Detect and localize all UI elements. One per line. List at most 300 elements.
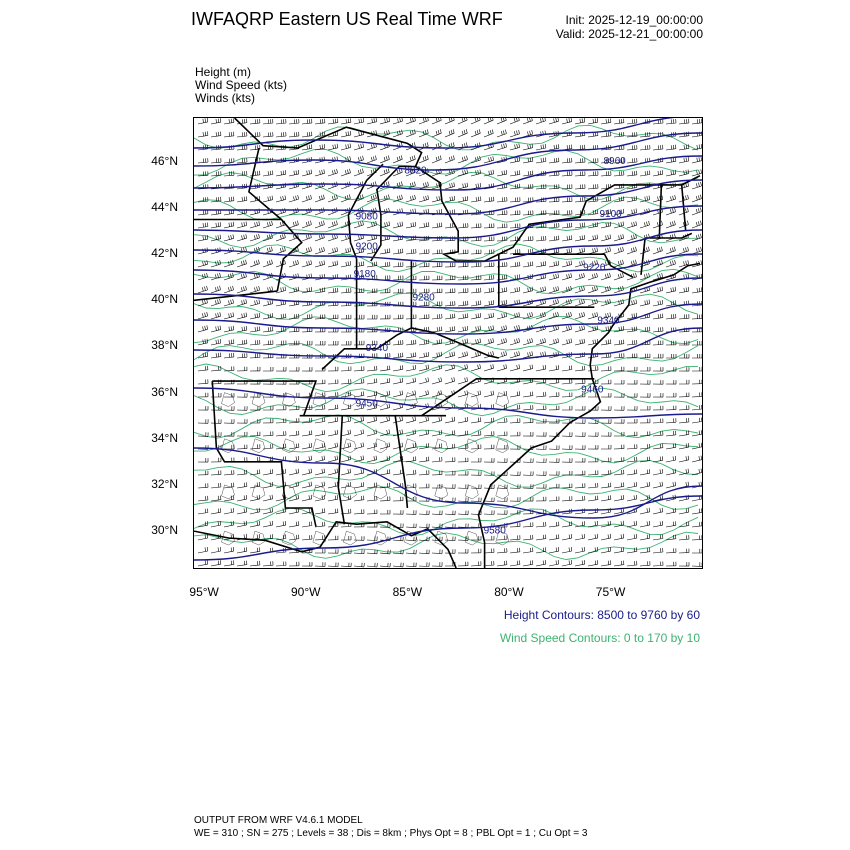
wind-barb (666, 482, 676, 488)
wind-barb (367, 536, 377, 540)
wind-barb (367, 262, 377, 267)
wind-barb (224, 353, 234, 358)
wind-barb (328, 367, 338, 371)
wind-barb (497, 497, 507, 501)
wind-barb (224, 406, 234, 410)
wind-barb (380, 195, 389, 202)
wind-barb (237, 260, 247, 267)
wind-barb (549, 406, 559, 410)
wind-barb (536, 286, 546, 293)
wind-barb (393, 276, 403, 281)
variable-height-label: Height (m) (195, 65, 252, 79)
wind-barb (458, 142, 467, 150)
wind-barb (237, 445, 247, 449)
wind-barb (497, 197, 507, 202)
wind-barb (679, 405, 689, 410)
wind-barb (588, 560, 598, 566)
wind-barb (679, 170, 689, 176)
wind-barb (484, 313, 494, 319)
wind-barb (393, 130, 403, 137)
wind-barb (250, 171, 260, 176)
wind-barb (380, 469, 390, 475)
wind-barb (445, 377, 455, 384)
wind-barb (510, 548, 520, 553)
wind-barb (458, 301, 468, 306)
wind-barb (237, 393, 247, 397)
wind-barb (302, 132, 312, 137)
wind-barb (198, 366, 208, 371)
wind-barb (237, 367, 247, 371)
wind-barb (406, 390, 416, 397)
wind-barb (276, 195, 286, 202)
wind-barb (666, 562, 676, 566)
wind-barb (263, 340, 273, 345)
wind-barb (276, 521, 286, 527)
wind-barb (562, 197, 572, 202)
wind-barb (432, 417, 442, 423)
wind-barb (211, 419, 221, 423)
wind-barb (523, 184, 533, 189)
wind-barb (263, 221, 273, 228)
wind-barb (510, 351, 520, 358)
wind-barb (263, 196, 273, 202)
wind-barb (276, 562, 286, 567)
wind-barb (640, 145, 650, 150)
wind-barb (315, 549, 325, 553)
wind-barb (627, 340, 637, 345)
wind-barb (588, 118, 598, 124)
wind-barb (419, 484, 429, 488)
wind-barb (523, 419, 533, 423)
wind-barb (406, 563, 416, 567)
wind-barb (432, 377, 442, 384)
valid-time: Valid: 2025-12-21_00:00:00 (555, 27, 703, 41)
wind-barb (354, 496, 364, 501)
wind-barb (614, 457, 624, 462)
wind-barb (692, 549, 702, 553)
wind-barb (471, 561, 481, 566)
wind-barb (224, 339, 234, 345)
wind-barb (484, 458, 494, 462)
wind-barb (458, 549, 468, 553)
wind-barb (640, 367, 650, 371)
wind-barb (484, 431, 494, 436)
wind-barb (367, 443, 377, 450)
wind-barb (523, 171, 533, 176)
wind-barb (211, 483, 221, 488)
wind-barb (445, 457, 455, 462)
wind-barb (393, 353, 403, 358)
county-line (435, 439, 448, 453)
wind-barb (302, 274, 312, 280)
wind-barb (588, 235, 598, 241)
wind-barb (601, 118, 611, 124)
wind-barb (523, 392, 533, 397)
wind-barb (562, 379, 572, 384)
wind-barb (601, 234, 611, 241)
wind-barb (679, 535, 689, 540)
wind-barb (627, 470, 637, 476)
wind-barb (627, 495, 637, 501)
wind-barb (419, 417, 429, 424)
lon-tick-label: 90°W (291, 585, 321, 599)
border-line (212, 381, 316, 526)
wind-barb (562, 496, 572, 501)
wind-barb (263, 260, 273, 267)
wind-barb (445, 182, 455, 189)
wind-barb (653, 419, 663, 424)
wind-barb (224, 197, 234, 202)
wind-barb (406, 470, 416, 475)
wind-barb (302, 469, 312, 475)
wind-barb (575, 547, 585, 553)
wind-barb (328, 549, 338, 553)
wind-barb (510, 418, 520, 423)
wind-barb (471, 498, 481, 502)
wind-barb (250, 354, 260, 359)
wind-barb (432, 549, 442, 553)
wind-barb (549, 338, 559, 345)
wind-barb (562, 171, 572, 176)
height-contour-label: 8960 (603, 156, 626, 168)
wind-barb (315, 208, 324, 215)
wind-barb (640, 561, 650, 566)
wind-barb (510, 445, 520, 449)
wind-barb (458, 562, 468, 566)
wind-barb (510, 484, 520, 488)
wind-barb (692, 535, 702, 540)
wind-barb (367, 156, 376, 163)
wind-barb (250, 119, 260, 124)
wind-barb (692, 482, 702, 488)
wind-barb (328, 482, 338, 488)
wind-barb (471, 471, 481, 475)
wind-barb (562, 299, 572, 306)
wind-barb (588, 508, 598, 514)
wind-barb (536, 522, 546, 527)
wind-barb (302, 367, 312, 371)
wind-barb (575, 184, 585, 189)
wind-barb (549, 223, 559, 228)
wind-barb (302, 314, 312, 319)
wind-barb (510, 262, 520, 267)
wind-barb (237, 313, 247, 319)
wind-barb (692, 443, 702, 449)
wind-barb (458, 471, 468, 475)
wind-barb (328, 417, 338, 423)
wind-barb (380, 315, 390, 319)
wind-barb (458, 223, 468, 228)
wind-barb (198, 223, 208, 229)
wind-barb (276, 367, 286, 371)
height-contour-legend: Height Contours: 8500 to 9760 by 60 (503, 608, 700, 622)
wind-barb (341, 169, 351, 176)
wind-barb (562, 339, 572, 346)
county-line (374, 439, 387, 453)
wind-barb (549, 458, 559, 462)
wind-barb (432, 511, 442, 515)
wind-barb (367, 315, 377, 319)
wind-barb (640, 221, 650, 228)
wind-barb (562, 145, 572, 150)
wind-barb (627, 145, 637, 150)
wind-barb (484, 364, 494, 371)
wind-barb (640, 469, 650, 475)
wind-barb (237, 299, 247, 306)
wind-barb (640, 393, 650, 397)
height-contour (194, 133, 702, 170)
wind-barb (653, 456, 663, 462)
wind-barb (458, 524, 468, 528)
wind-barb (328, 563, 338, 567)
wind-barb (601, 495, 611, 501)
wind-barb (627, 534, 637, 540)
wind-barb (458, 404, 468, 410)
wind-barb (471, 364, 481, 371)
wind-barb (328, 144, 338, 150)
wind-barb (588, 470, 598, 475)
wind-barb (497, 561, 507, 566)
wind-barb (302, 456, 312, 462)
wind-barb (211, 118, 221, 124)
wind-barb (679, 314, 689, 319)
wind-barb (666, 456, 676, 462)
wind-barb (406, 484, 416, 489)
wind-barb (536, 471, 546, 475)
wind-barb (653, 287, 663, 294)
wind-barb (562, 547, 572, 553)
wind-barb (250, 444, 260, 449)
county-line (252, 393, 265, 407)
wind-barb (302, 287, 312, 293)
wind-barb (406, 155, 415, 163)
wind-barb (627, 367, 637, 371)
wind-barb (471, 118, 480, 124)
wind-barb (666, 431, 676, 436)
wind-barb (601, 419, 611, 423)
wind-barb (445, 498, 455, 502)
wind-barb (250, 432, 260, 436)
wind-barb (510, 472, 520, 476)
wind-barb (679, 380, 689, 384)
wind-barb (614, 171, 624, 176)
wind-barb (224, 132, 234, 137)
wind-barb (315, 443, 325, 449)
wind-barb (224, 234, 234, 241)
wind-barb (328, 392, 338, 397)
wind-barb (627, 221, 637, 228)
wind-barb (354, 118, 364, 124)
wind-barb (562, 445, 572, 449)
wind-barb (614, 445, 624, 449)
wind-barb (588, 286, 598, 293)
wind-barb (224, 560, 234, 566)
wind-barb (458, 417, 468, 423)
wind-barb (224, 445, 234, 449)
wind-barb (510, 561, 520, 567)
wind-barb (198, 118, 208, 124)
wind-barb (536, 158, 546, 164)
variable-wind-speed-label: Wind Speed (kts) (195, 78, 288, 92)
wind-barb (380, 156, 389, 164)
wind-barb (302, 234, 311, 241)
wind-barb (432, 129, 441, 137)
wind-barb (458, 250, 468, 254)
wind-barb (198, 158, 208, 163)
wind-barb (601, 521, 611, 527)
wind-barb (575, 223, 585, 229)
wind-barb (445, 196, 455, 202)
wind-barb (250, 313, 260, 319)
wind-barb (523, 365, 533, 371)
wind-barb (575, 560, 585, 566)
wind-barb (523, 351, 533, 358)
wind-barb (562, 366, 572, 372)
wind-barb (692, 392, 702, 397)
wind-barb (224, 508, 234, 514)
wind-barb (315, 495, 325, 501)
wind-barb (510, 535, 520, 540)
wind-barb (237, 326, 247, 332)
wind-barb (367, 563, 377, 567)
wind-barb (289, 132, 299, 137)
wind-barb (341, 182, 350, 189)
wind-barb (211, 260, 221, 267)
wind-barb (276, 208, 286, 215)
wind-barb (627, 234, 637, 241)
wind-speed-contour (194, 532, 698, 559)
wind-barb (562, 118, 572, 124)
wind-barb (549, 261, 559, 267)
wind-barb (666, 354, 676, 358)
wind-barb (237, 286, 247, 293)
wind-barb (575, 312, 585, 319)
wind-barb (458, 313, 468, 319)
wind-barb (549, 274, 559, 281)
wind-barb (458, 288, 468, 293)
wind-barb (536, 458, 546, 462)
height-contour-label: 9450 (355, 398, 378, 410)
wind-barb (328, 443, 338, 449)
wind-barb (679, 354, 689, 358)
wind-barb (692, 354, 702, 358)
wind-barb (328, 341, 338, 345)
wind-barb (692, 247, 702, 254)
wind-barb (276, 406, 286, 410)
wind-barb (549, 365, 559, 371)
wind-barb (341, 536, 351, 540)
wind-barb (354, 341, 364, 345)
wind-barb (211, 353, 221, 358)
wind-barb (302, 260, 312, 267)
wind-barb (601, 534, 611, 540)
wind-barb (211, 339, 221, 345)
wind-barb (289, 469, 299, 475)
wind-barb (523, 338, 533, 345)
wind-barb (406, 118, 416, 124)
border-line (338, 416, 344, 525)
wind-barb (250, 327, 260, 333)
wind-barb (328, 221, 337, 228)
wind-barb (471, 223, 481, 228)
wind-barb (406, 222, 416, 228)
wind-barb (341, 469, 351, 475)
wind-barb (614, 273, 624, 280)
wind-barb (471, 263, 481, 268)
wind-barb (380, 168, 389, 176)
wind-barb (276, 469, 286, 475)
wind-barb (692, 456, 702, 462)
wind-barb (354, 469, 364, 475)
wind-barb (575, 366, 585, 371)
wind-barb (393, 510, 403, 514)
wind-barb (289, 195, 299, 202)
wind-barb (640, 444, 650, 449)
footer-config-info: WE = 310 ; SN = 275 ; Levels = 38 ; Dis = 8km ; Phys Opt = 8 ; PBL Opt = 1 ; Cu Opt = 3 (194, 828, 588, 839)
wind-barb (419, 263, 429, 267)
wind-barb (315, 469, 325, 475)
wind-barb (328, 195, 337, 202)
wind-barb (224, 286, 234, 293)
wind-barb (224, 260, 234, 267)
wind-barb (536, 365, 546, 371)
wind-barb (588, 432, 598, 436)
wind-barb (211, 547, 221, 553)
wind-barb (224, 419, 234, 423)
wind-barb (640, 196, 650, 202)
wind-barb (419, 142, 428, 150)
wind-barb (575, 248, 585, 254)
wind-barb (471, 549, 481, 553)
wind-barb (328, 274, 338, 280)
wind-barb (263, 300, 273, 306)
wind-barb (198, 352, 208, 358)
wind-barb (341, 195, 350, 203)
wind-barb (328, 405, 338, 410)
wind-barb (666, 221, 675, 228)
wind-barb (198, 325, 208, 332)
wind-barb (627, 444, 637, 449)
wind-barb (627, 561, 637, 566)
wind-barb (419, 340, 429, 346)
wind-barb (341, 563, 351, 567)
wind-barb (679, 393, 689, 397)
wind-barb (445, 156, 454, 164)
wind-barb (692, 522, 702, 527)
wind-barb (458, 183, 468, 189)
wind-barb (679, 287, 689, 293)
wind-barb (224, 393, 234, 397)
wind-barb (367, 118, 377, 124)
wind-speed-contour (194, 364, 698, 392)
wind-barb (523, 522, 533, 527)
wind-barb (250, 260, 259, 267)
wind-barb (224, 118, 234, 124)
wind-barb (549, 445, 559, 449)
wind-barb (198, 131, 208, 137)
wind-barb (523, 432, 533, 436)
wind-barb (653, 562, 663, 567)
wind-barb (224, 312, 234, 319)
wind-barb (692, 195, 701, 202)
wind-barb (588, 496, 598, 501)
wind-barb (419, 457, 429, 462)
wind-barb (432, 352, 442, 358)
wind-barb (614, 380, 624, 384)
wind-barb (302, 482, 312, 488)
wind-barb (562, 325, 572, 332)
wind-barb (224, 222, 234, 228)
